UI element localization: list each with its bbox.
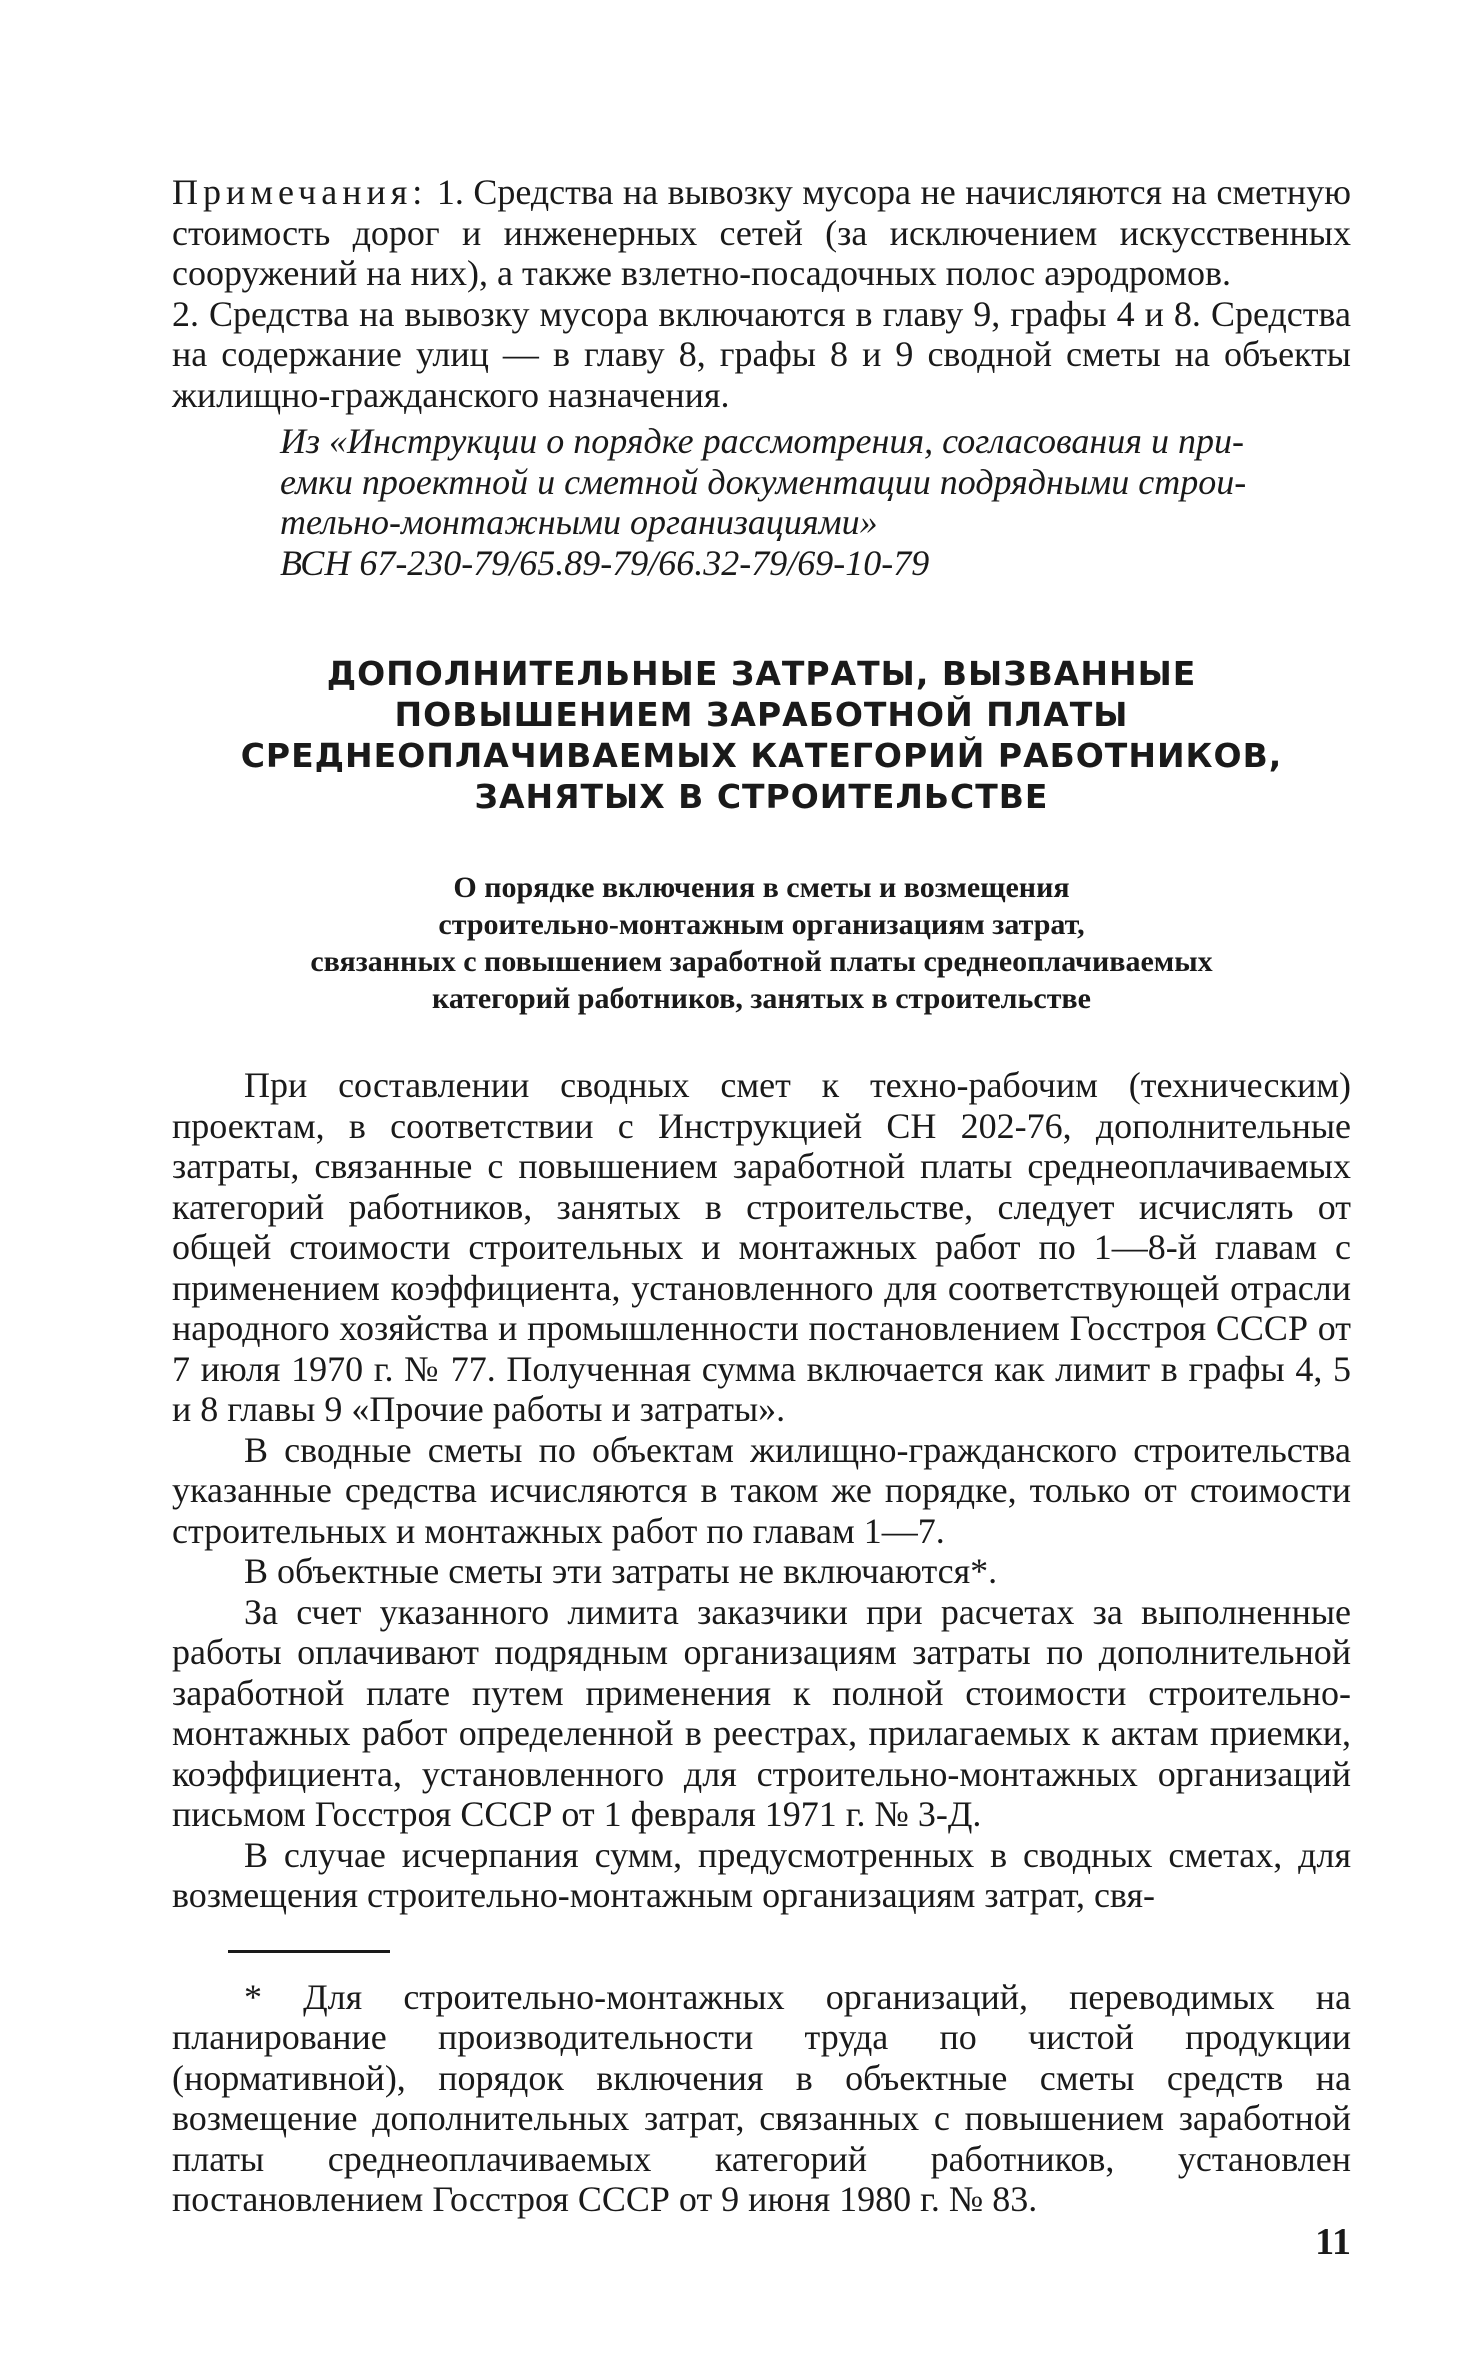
- section-subtitle: [172, 869, 1351, 1017]
- body-paragraph-2: В сводные сметы по объектам жилищно-гражданского строительства указанные средства исчисляются в таком же порядке, только от стоимости строительных и монтажных работ по главам 1—7.: [172, 1429, 1351, 1551]
- body-paragraph-3: В объектные сметы эти затраты не включаются*.: [244, 1551, 998, 1591]
- section-subtitle-line-3: связанных с повышением заработной платы среднеоплачиваемых: [310, 945, 1213, 978]
- notes-item-1: 1. Средства на вывозку мусора не начисляются на сметную стоимость дорог и инженерных сетей (за исключением искусственных сооружений на них), а также взлетно-посадочных полос аэродромов.: [172, 172, 1352, 293]
- section-subtitle-line-2: строительно-монтажным организациям затрат,: [438, 908, 1085, 941]
- page-number: 11: [1315, 2221, 1351, 2263]
- section-title-line-2: ПОВЫШЕНИЕМ ЗАРАБОТНОЙ ПЛАТЫ: [394, 695, 1129, 734]
- notes-paragraph-2: 2. Средства на вывозку мусора включаются в главу 9, графы 4 и 8. Средства на содержание улиц — в главу 8, графы 8 и 9 сводной сметы на объекты жилищно-гражданского назначения.: [172, 293, 1351, 415]
- notes-paragraph-1: [172, 172, 1351, 294]
- source-line-2: емки проектной и сметной документации подрядными строи-: [280, 461, 1247, 502]
- footnote: * Для строительно-монтажных организаций, переводимых на планирование производительности труда по чистой продукции (нормативной), порядок включения в объектные сметы средств на возмещение дополнительных затрат, связанных с повышением заработной платы среднеоплачиваемых категорий работников, установлен постановлением Госстроя СССР от 9 июня 1980 г. № 83.: [172, 1976, 1351, 2219]
- source-line-4: ВСН 67-230-79/65.89-79/66.32-79/69-10-79: [280, 542, 930, 583]
- section-subtitle-line-4: категорий работников, занятых в строительстве: [432, 982, 1091, 1015]
- source-citation: [280, 421, 1351, 583]
- section-subtitle-line-1: О порядке включения в сметы и возмещения: [453, 871, 1070, 904]
- body-paragraph-5: В случае исчерпания сумм, предусмотренных в сводных сметах, для возмещения строительно-монтажным организациям затрат, свя-: [172, 1834, 1351, 1915]
- source-line-1: Из «Инструкции о порядке рассмотрения, согласования и при-: [280, 421, 1244, 461]
- section-title-line-1: ДОПОЛНИТЕЛЬНЫЕ ЗАТРАТЫ, ВЫЗВАННЫЕ: [326, 654, 1197, 693]
- footnote-divider: [228, 1950, 390, 1953]
- section-title: [172, 653, 1351, 817]
- body-paragraph-1: При составлении сводных смет к техно-рабочим (техническим) проектам, в соответствии с Инструкцией СН 202-76, дополнительные затраты, связанные с повышением заработной платы среднеоплачиваемых категорий работников, занятых в строительстве, следует исчислять от общей стоимости строительных и монтажных работ по 1—8-й главам с применением коэффициента, установленного для соответствующей отрасли народного хозяйства и промышленности постановлением Госстроя СССР от 7 июля 1970 г. № 77. Полученная сумма включается как лимит в графы 4, 5 и 8 главы 9 «Прочие работы и затраты».: [172, 1065, 1351, 1429]
- body-paragraph-4: За счет указанного лимита заказчики при расчетах за выполненные работы оплачивают подрядным организациям затраты по дополнительной заработной плате путем применения к полной стоимости строительно-монтажных работ определенной в реестрах, прилагаемых к актам приемки, коэффициента, установленного для строительно-монтажных организаций письмом Госстроя СССР от 1 февраля 1971 г. № 3-Д.: [172, 1591, 1351, 1834]
- body-text: [172, 1065, 1351, 1916]
- source-line-3: тельно-монтажными организациями»: [280, 502, 878, 542]
- section-title-line-4: ЗАНЯТЫХ В СТРОИТЕЛЬСТВЕ: [474, 777, 1049, 816]
- notes-lead: Примечания:: [172, 172, 428, 212]
- section-title-line-3: СРЕДНЕОПЛАЧИВАЕМЫХ КАТЕГОРИЙ РАБОТНИКОВ,: [240, 736, 1283, 775]
